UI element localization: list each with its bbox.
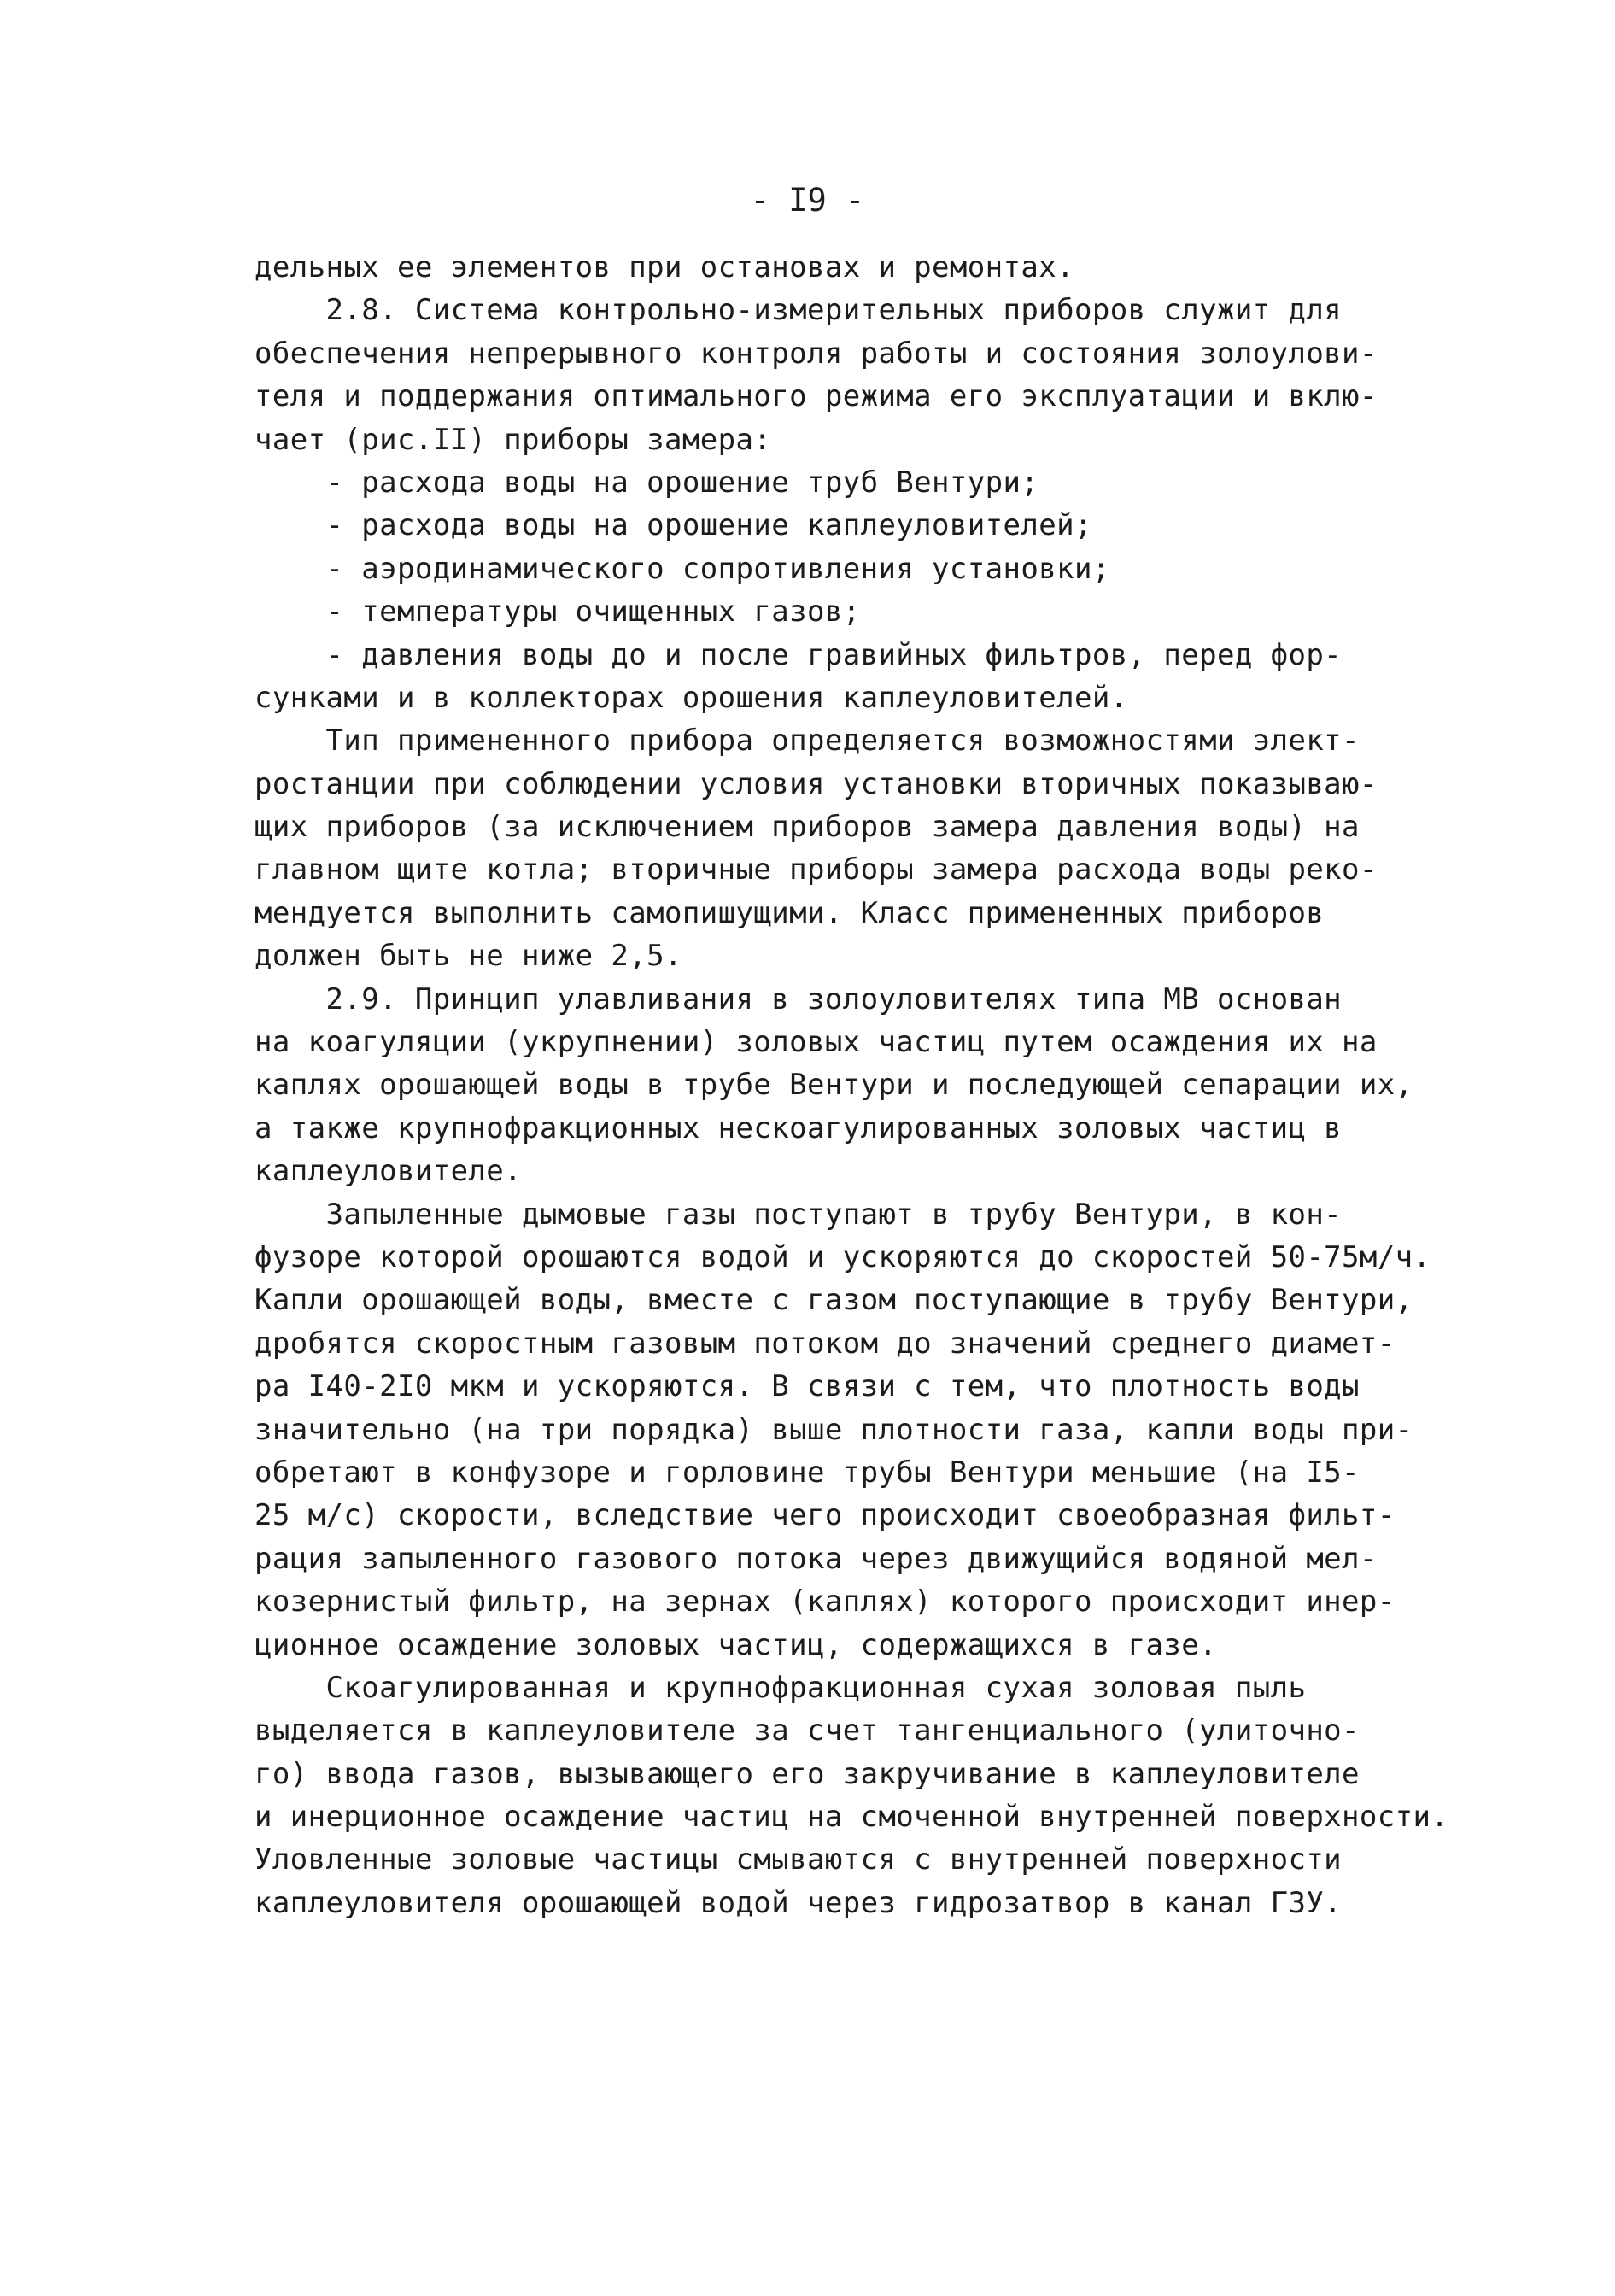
text-line: ционное осаждение золовых частиц, содержащихся в газе. <box>255 1627 1217 1662</box>
page-number: - I9 - <box>750 182 865 219</box>
text-line: козернистый фильтр, на зернах (каплях) которого происходит инер- <box>255 1584 1396 1620</box>
text-line: а также крупнофракционных нескоагулированных золовых частиц в <box>255 1110 1343 1145</box>
text-line: Скоагулированная и крупнофракционная сухая золовая пыль <box>255 1670 1307 1705</box>
text-line: чает (рис.II) приборы замера: <box>255 422 772 457</box>
text-line: выделяется в каплеуловителе за счет тангенциального (улиточно- <box>255 1713 1360 1748</box>
text-line: ростанции при соблюдении условия установки вторичных показываю- <box>255 766 1378 801</box>
text-line: должен быть не ниже 2,5. <box>255 939 682 974</box>
text-line: 2.9. Принцип улавливания в золоуловителях типа МВ основан <box>255 981 1343 1016</box>
text-line: каплеуловителе. <box>255 1154 523 1189</box>
text-line: Запыленные дымовые газы поступают в трубу Вентури, в кон- <box>255 1197 1343 1232</box>
text-line: - расхода воды на орошение каплеуловителей; <box>255 508 1092 543</box>
text-line: фузоре которой орошаются водой и ускоряются до скоростей 50-75м/ч. <box>255 1239 1431 1274</box>
text-line: мендуется выполнить самопишущими. Класс примененных приборов <box>255 895 1325 930</box>
text-line: дельных ее элементов при остановах и ремонтах. <box>255 250 1075 284</box>
text-line: Тип примененного прибора определяется возможностями элект- <box>255 723 1360 758</box>
text-line: обретают в конфузоре и горловине трубы Вентури меньшие (на I5- <box>255 1455 1360 1490</box>
text-line: щих приборов (за исключением приборов замера давления воды) на <box>255 810 1360 845</box>
text-line: каплеуловителя орошающей водой через гидрозатвор в канал ГЗУ. <box>255 1885 1343 1920</box>
text-line: 25 м/с) скорости, вследствие чего происходит своеобразная фильт- <box>255 1498 1396 1533</box>
text-line: Уловленные золовые частицы смываются с внутренней поверхности <box>255 1842 1343 1877</box>
text-line: главном щите котла; вторичные приборы замера расхода воды реко- <box>255 852 1378 887</box>
text-line: и инерционное осаждение частиц на смоченной внутренней поверхности. <box>255 1800 1449 1835</box>
text-line: - расхода воды на орошение труб Вентури; <box>255 465 1039 500</box>
text-line: каплях орошающей воды в трубе Вентури и последующей сепарации их, <box>255 1068 1413 1103</box>
text-line: - температуры очищенных газов; <box>255 594 861 630</box>
body-text <box>255 246 1449 1924</box>
text-line: - аэродинамического сопротивления установки; <box>255 551 1110 586</box>
text-line: ра I40-2I0 мкм и ускоряются. В связи с тем, что плотность воды <box>255 1369 1360 1404</box>
text-line: дробятся скоростным газовым потоком до значений среднего диамет- <box>255 1326 1396 1361</box>
text-line: - давления воды до и после гравийных фильтров, перед фор- <box>255 637 1343 672</box>
text-line: Капли орошающей воды, вместе с газом поступающие в трубу Вентури, <box>255 1283 1413 1318</box>
text-line: теля и поддержания оптимального режима его эксплуатации и вклю- <box>255 379 1378 414</box>
text-line: значительно (на три порядка) выше плотности газа, капли воды при- <box>255 1412 1413 1447</box>
text-line: сунками и в коллекторах орошения каплеуловителей. <box>255 680 1128 715</box>
text-line: обеспечения непрерывного контроля работы и состояния золоулови- <box>255 336 1378 371</box>
text-line: го) ввода газов, вызывающего его закручивание в каплеуловителе <box>255 1756 1360 1791</box>
text-line: рация запыленного газового потока через движущийся водяной мел- <box>255 1541 1378 1576</box>
text-line: на коагуляции (укрупнении) золовых частиц путем осаждения их на <box>255 1025 1378 1060</box>
text-line: 2.8. Система контрольно-измерительных приборов служит для <box>255 293 1343 328</box>
